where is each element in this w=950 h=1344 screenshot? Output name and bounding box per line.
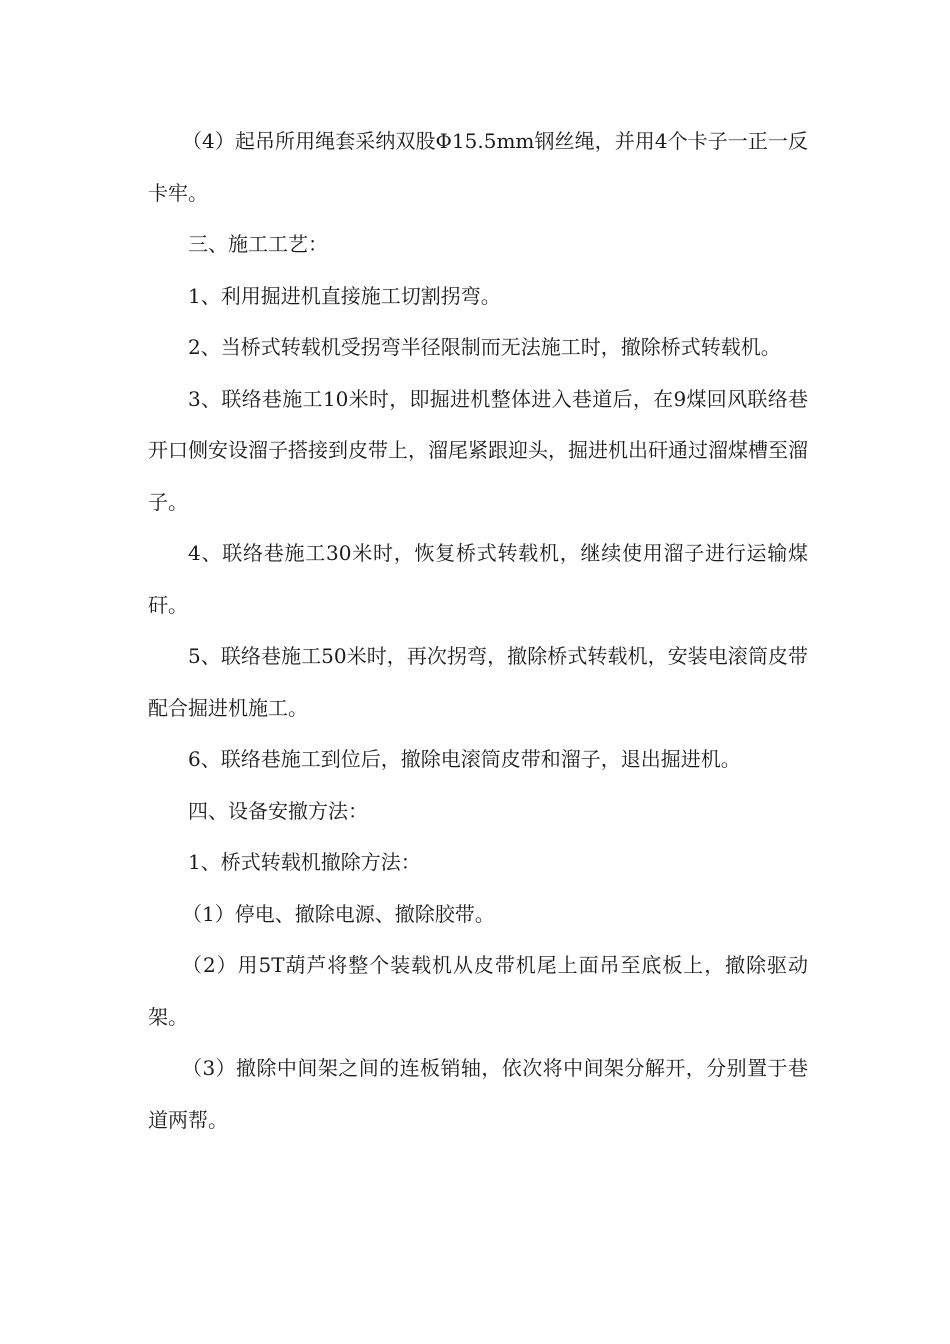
paragraph-process-step-1: 1、利用掘进机直接施工切割拐弯。 — [188, 283, 501, 308]
paragraph-removal-step-2: （2）用5T葫芦将整个装载机从皮带机尾上面吊至底板上，撤除驱动架。 — [148, 953, 808, 1029]
paragraph-process-step-5: 5、联络巷施工50米时，再次拐弯，撤除桥式转载机，安装电滚筒皮带配合掘进机施工。 — [148, 644, 808, 720]
heading-construction-process: 三、施工工艺： — [188, 232, 328, 256]
paragraph-lifting-rope: （4）起吊所用绳套采纳双股Φ15.5mm钢丝绳，并用4个卡子一正一反卡牢。 — [148, 129, 808, 205]
heading-equipment-installation: 四、设备安撤方法： — [188, 798, 368, 823]
paragraph-removal-step-1: （1）停电、撤除电源、撤除胶带。 — [182, 901, 495, 926]
heading-bridge-conveyor-removal: 1、桥式转载机撤除方法： — [188, 850, 421, 874]
paragraph-removal-step-3: （3）撤除中间架之间的连板销轴，依次将中间架分解开，分别置于巷道两帮。 — [148, 1056, 808, 1132]
paragraph-process-step-2: 2、当桥式转载机受拐弯半径限制而无法施工时，撤除桥式转载机。 — [188, 335, 781, 359]
paragraph-process-step-6: 6、联络巷施工到位后，撤除电滚筒皮带和溜子，退出掘进机。 — [188, 747, 741, 771]
document-body — [148, 116, 808, 1146]
paragraph-process-step-3: 3、联络巷施工10米时，即掘进机整体进入巷道后，在9煤回风联络巷开口侧安设溜子搭接到皮带上，溜尾紧跟迎头，掘进机出矸通过溜煤槽至溜子。 — [148, 386, 808, 514]
paragraph-process-step-4: 4、联络巷施工30米时，恢复桥式转载机，继续使用溜子进行运输煤矸。 — [148, 541, 808, 617]
